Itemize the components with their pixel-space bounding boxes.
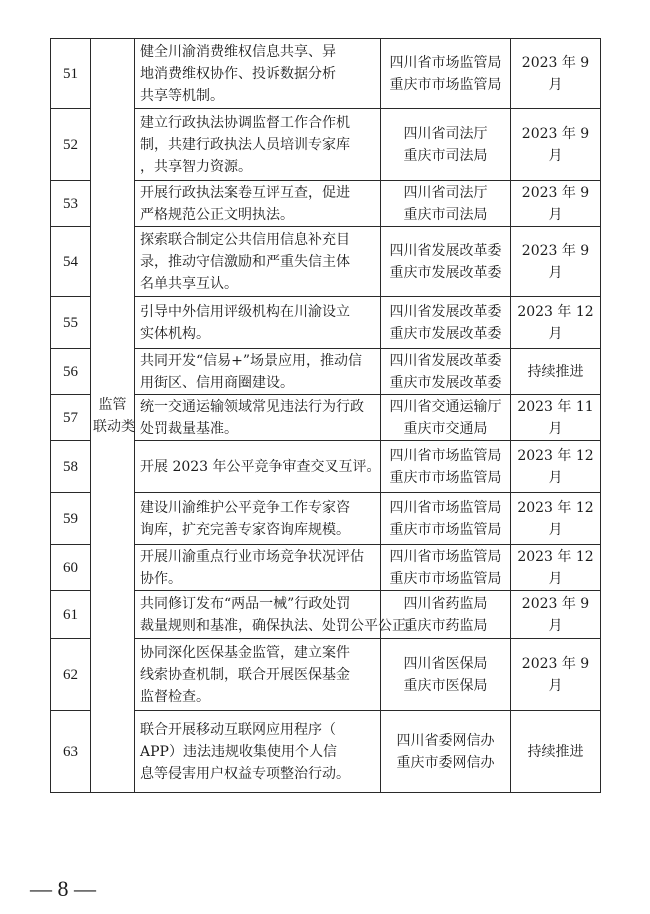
task-content (135, 639, 381, 711)
task-content-text: 开展川渝重点行业市场竞争状况评估 协作。 (140, 548, 364, 587)
task-content-text: 共同修订发布“两品一械”行政处罚 裁量规则和基准，确保执法、处罚公平公正。 (140, 595, 420, 634)
department-name: 重庆市市场监管局 (389, 469, 502, 486)
task-content-text: 联合开展移动互联网应用程序（ APP）违法违规收集使用个人信 息等侵害用户权益专项整治行动。 (140, 721, 350, 782)
task-content-text: 健全川渝消费维权信息共享、异 地消费维权协作、投诉数据分析 共享等机制。 (140, 43, 336, 104)
task-content (135, 39, 381, 109)
department-name: 四川省市场监管局 (389, 499, 502, 516)
department-name: 四川省委网信办 (396, 732, 495, 749)
task-content (135, 441, 381, 493)
completion-time: 持续推进 (511, 711, 601, 793)
task-content-text: 引导中外信用评级机构在川渝设立 实体机构。 (140, 303, 350, 342)
department-name: 重庆市医保局 (403, 677, 488, 694)
department-name: 重庆市司法局 (403, 147, 488, 164)
department-name: 重庆市交通局 (403, 420, 488, 437)
task-content-text: 探索联合制定公共信用信息补充目 录，推动守信激励和严重失信主体 名单共享互认。 (140, 231, 350, 292)
row-number: 60 (51, 545, 91, 591)
task-content (135, 711, 381, 793)
department-name: 重庆市发展改革委 (389, 264, 502, 281)
task-content (135, 395, 381, 441)
table-row (51, 39, 601, 109)
responsible-departments (381, 395, 511, 441)
responsible-departments (381, 349, 511, 395)
department-name: 重庆市市场监管局 (389, 521, 502, 538)
department-name: 重庆市药监局 (403, 617, 488, 634)
responsible-departments (381, 441, 511, 493)
department-name: 重庆市市场监管局 (389, 570, 502, 587)
completion-time: 2023 年 9 月 (511, 109, 601, 181)
task-content (135, 349, 381, 395)
task-content-text: 开展 2023 年公平竞争审查交叉互评。 (140, 458, 381, 475)
completion-time: 2023 年 9 月 (511, 39, 601, 109)
task-content-text: 建设川渝维护公平竞争工作专家咨 询库，扩充完善专家咨询库规模。 (140, 499, 350, 538)
row-number: 55 (51, 297, 91, 349)
completion-time: 2023 年 9 月 (511, 639, 601, 711)
row-number: 52 (51, 109, 91, 181)
category-label: 联动类 (93, 418, 135, 435)
category-label: 监管 (98, 396, 127, 413)
row-number: 57 (51, 395, 91, 441)
task-content (135, 545, 381, 591)
department-name: 重庆市发展改革委 (389, 374, 502, 391)
responsible-departments (381, 109, 511, 181)
row-number: 53 (51, 181, 91, 227)
completion-time: 2023 年 12 月 (511, 493, 601, 545)
department-name: 重庆市委网信办 (396, 754, 495, 771)
task-content (135, 181, 381, 227)
department-name: 四川省交通运输厅 (389, 398, 502, 415)
responsible-departments (381, 297, 511, 349)
department-name: 四川省司法厅 (403, 184, 488, 201)
row-number: 61 (51, 591, 91, 639)
task-content-text: 共同开发“信易+”场景应用，推动信 用街区、信用商圈建设。 (140, 352, 363, 391)
row-number: 54 (51, 227, 91, 297)
responsible-departments (381, 227, 511, 297)
completion-time: 2023 年 12 月 (511, 441, 601, 493)
completion-time: 2023 年 11 月 (511, 395, 601, 441)
department-name: 四川省发展改革委 (389, 242, 502, 259)
department-name: 重庆市市场监管局 (389, 76, 502, 93)
row-number: 51 (51, 39, 91, 109)
department-name: 四川省发展改革委 (389, 303, 502, 320)
department-name: 四川省市场监管局 (389, 54, 502, 71)
completion-time: 2023 年 9 月 (511, 227, 601, 297)
page-number: — 8 — (30, 876, 96, 901)
responsible-departments (381, 493, 511, 545)
row-number: 58 (51, 441, 91, 493)
department-name: 四川省药监局 (403, 595, 488, 612)
task-content (135, 591, 420, 639)
row-number: 59 (51, 493, 91, 545)
task-content-text: 协同深化医保基金监管，建立案件 线索协查机制，联合开展医保基金 监督检查。 (140, 644, 350, 705)
row-number: 63 (51, 711, 91, 793)
department-name: 四川省市场监管局 (389, 447, 502, 464)
completion-time: 2023 年 12 月 (511, 297, 601, 349)
department-name: 四川省发展改革委 (389, 352, 502, 369)
department-name: 四川省市场监管局 (389, 548, 502, 565)
responsible-departments (381, 639, 511, 711)
row-number: 56 (51, 349, 91, 395)
task-content-text: 建立行政执法协调监督工作合作机 制，共建行政执法人员培训专家库 ，共享智力资源。 (140, 114, 350, 175)
department-name: 四川省医保局 (403, 655, 488, 672)
responsible-departments (381, 39, 511, 109)
task-content (135, 297, 381, 349)
responsible-departments (381, 545, 511, 591)
completion-time: 2023 年 12 月 (511, 545, 601, 591)
task-content (135, 227, 381, 297)
task-table-body (51, 39, 601, 793)
department-name: 重庆市司法局 (403, 206, 488, 223)
category-cell (91, 39, 135, 793)
completion-time: 持续推进 (511, 349, 601, 395)
row-number: 62 (51, 639, 91, 711)
completion-time: 2023 年 9 月 (511, 181, 601, 227)
department-name: 四川省司法厅 (403, 125, 488, 142)
task-content-text: 统一交通运输领域常见违法行为行政 处罚裁量基准。 (140, 398, 364, 437)
task-content-text: 开展行政执法案卷互评互查，促进 严格规范公正文明执法。 (140, 184, 350, 223)
task-content (135, 493, 381, 545)
completion-time: 2023 年 9 月 (511, 591, 601, 639)
task-content (135, 109, 381, 181)
department-name: 重庆市发展改革委 (389, 325, 502, 342)
responsible-departments (381, 711, 511, 793)
task-table (50, 38, 601, 793)
responsible-departments (381, 181, 511, 227)
